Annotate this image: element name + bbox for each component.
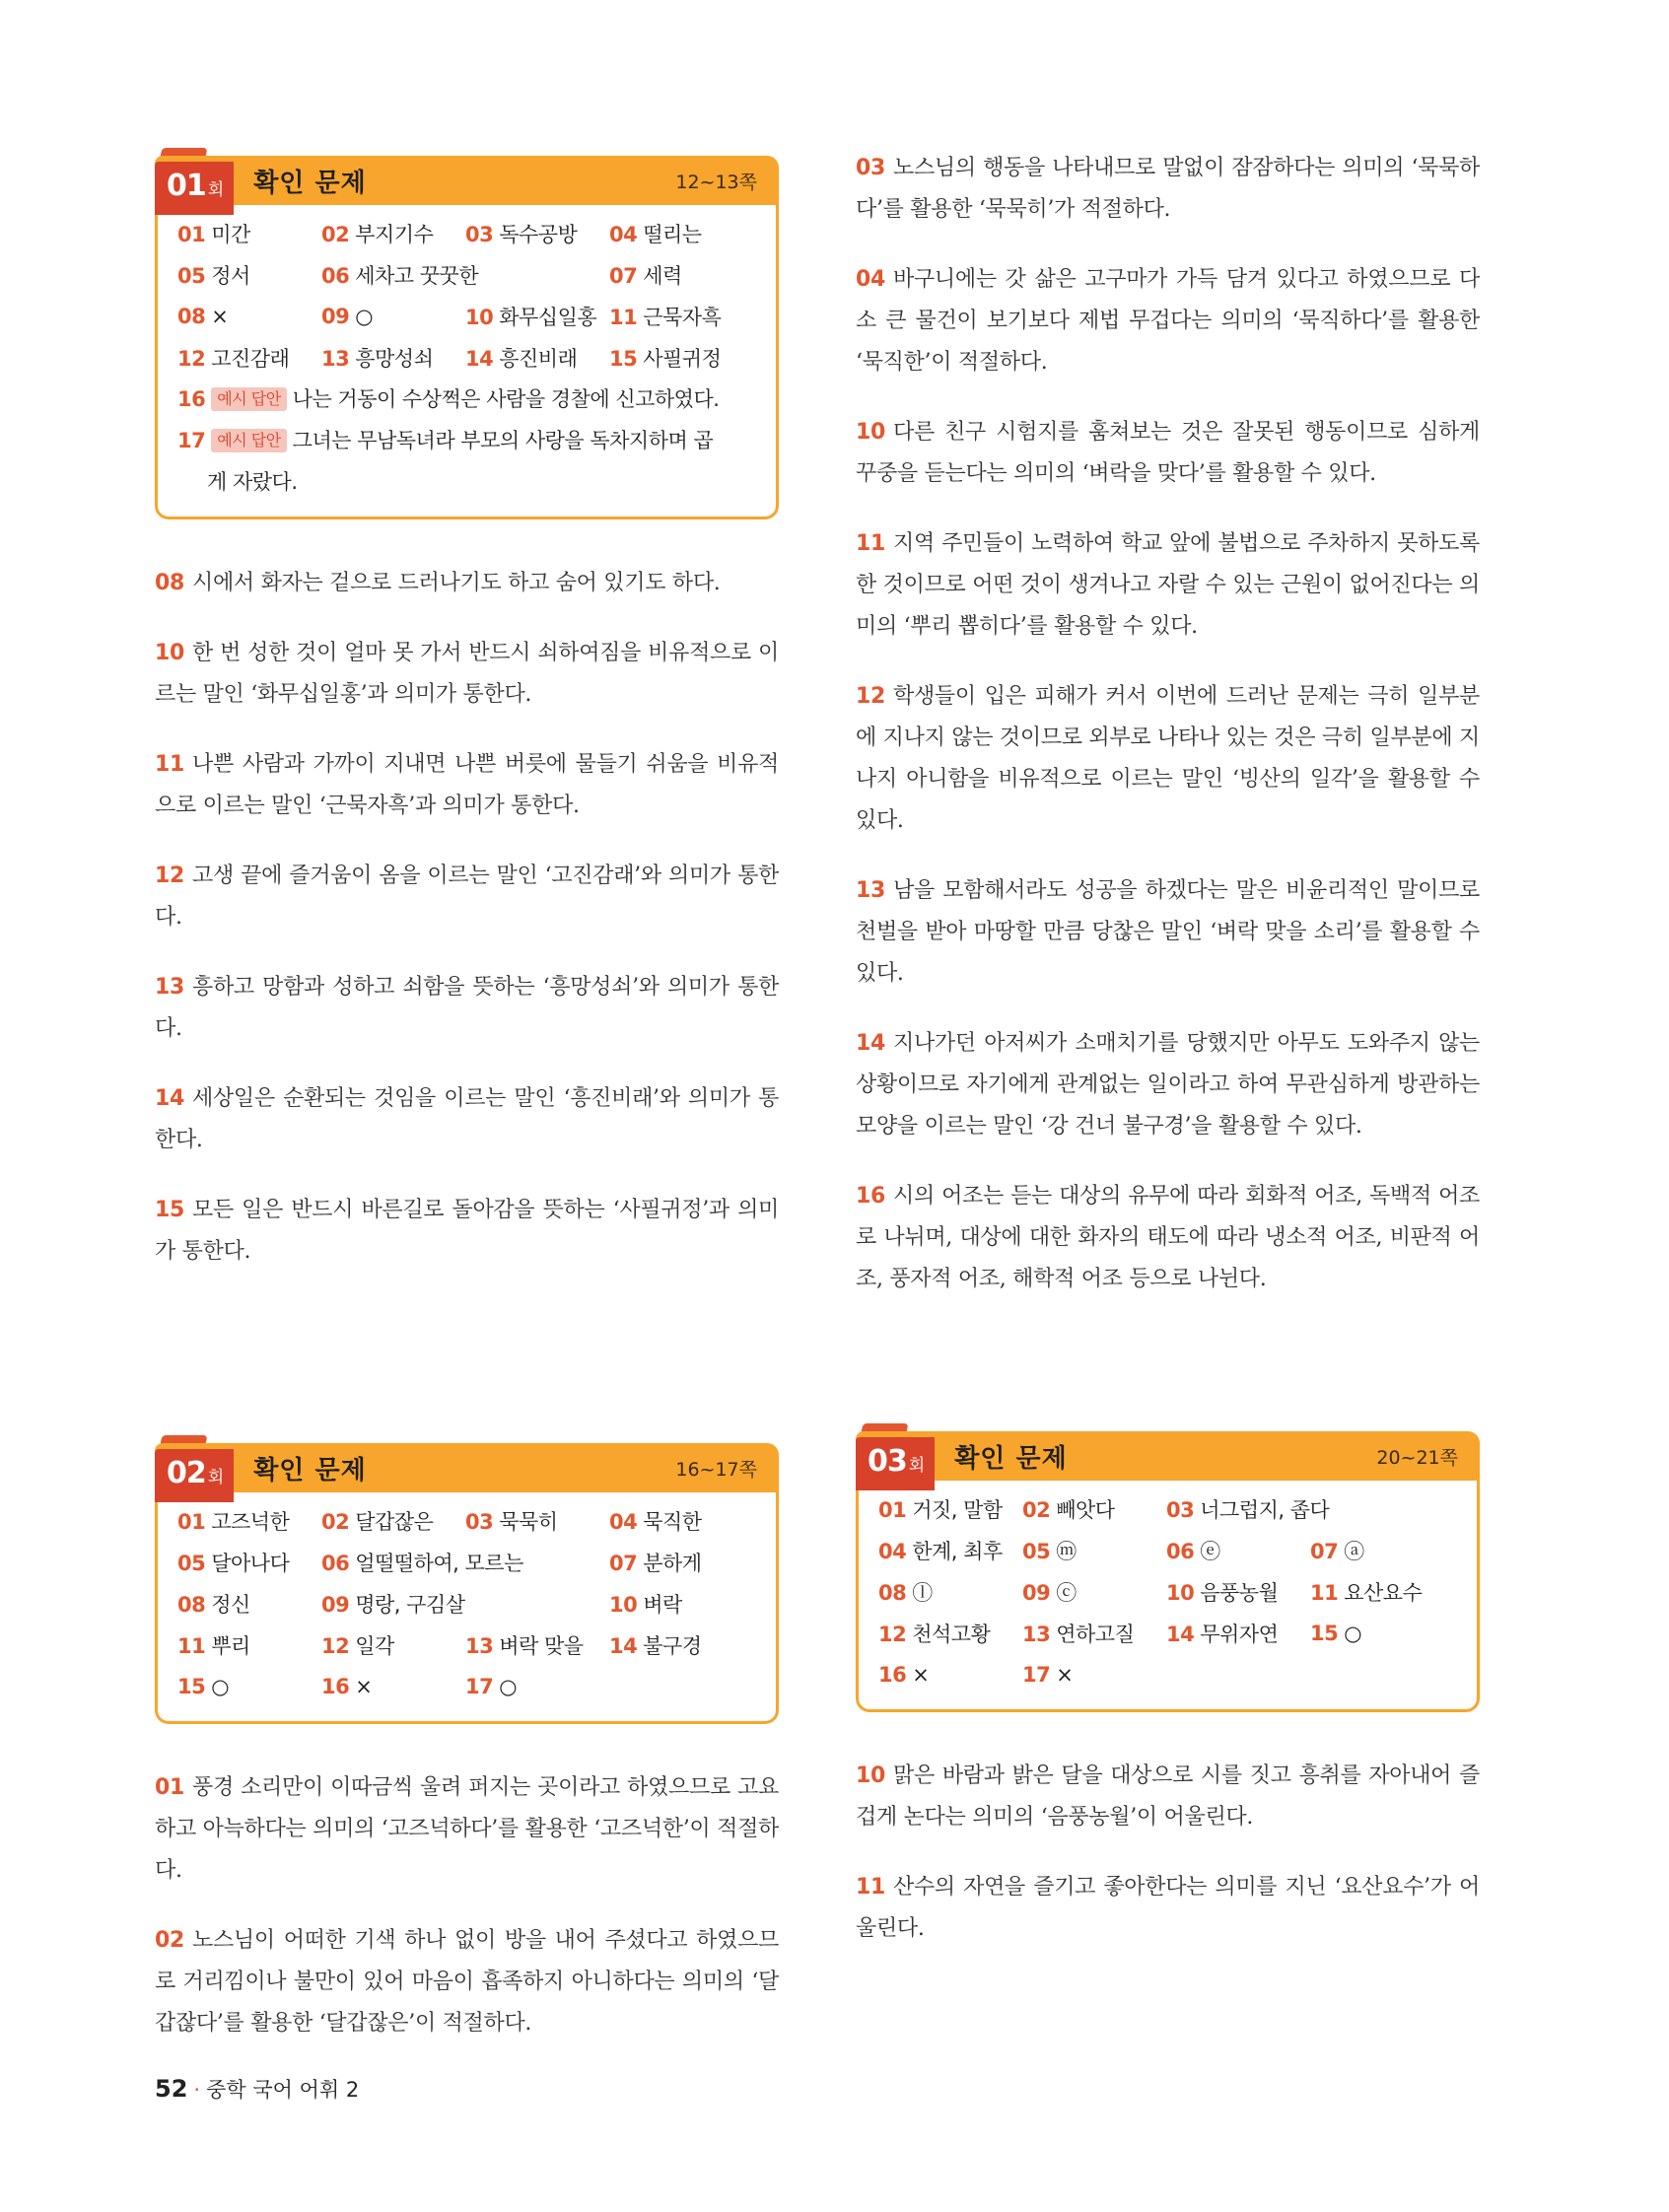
- explanation: 10 한 번 성한 것이 얼마 못 가서 반드시 쇠하여짐을 비유적으로 이르는 말인 ‘화무십일홍’과 의미가 통한다.: [155, 641, 779, 707]
- answer-row: [177, 254, 756, 296]
- answer-item: 13 벼락 맞을: [465, 1634, 584, 1658]
- page-footer: [155, 2074, 359, 2104]
- answer-item: 06 세차고 꿋꿋한: [321, 264, 479, 288]
- answer-item: 02 부지기수: [321, 223, 434, 246]
- explanation: 08 시에서 화자는 겉으로 드러나기도 하고 숨어 있기도 하다.: [155, 571, 721, 595]
- explanation: 15 모든 일은 반드시 바른길로 돌아감을 뜻하는 ‘사필귀정’과 의미가 통한다.: [155, 1198, 779, 1264]
- answer-item: 01 고즈넉한: [177, 1510, 290, 1534]
- session-badge: [155, 1449, 234, 1502]
- answer-item: 12 고진감래: [177, 347, 290, 371]
- answer-item: 14 흥진비래: [465, 347, 578, 371]
- answer-item: 17 ×: [1022, 1663, 1074, 1687]
- session-number: 02: [167, 1456, 206, 1490]
- answer-row: [177, 337, 756, 379]
- answer-list: [856, 1479, 1480, 1712]
- answer-row: [878, 1571, 1457, 1613]
- explanation: 10 다른 친구 시험지를 훔쳐보는 것은 잘못된 행동이므로 심하게 꾸중을 듣는다는 의미의 ‘벼락을 맞다’를 활용할 수 있다.: [856, 420, 1480, 486]
- answer-box-03: [856, 1423, 1480, 1712]
- answer-item: 01 미간: [177, 223, 250, 246]
- session-suffix: 회: [207, 180, 225, 200]
- answer-box-header: [155, 1443, 779, 1492]
- answer-item: 08 ×: [177, 305, 229, 328]
- answer-row: [177, 1583, 756, 1624]
- answer-item: 02 달갑잖은: [321, 1510, 434, 1534]
- explanation: 12 학생들이 입은 피해가 커서 이번에 드러난 문제는 극히 일부분에 지나지 않는 것이므로 외부로 나타나 있는 것은 극히 일부분에 지나지 아니함을 비유적으로 이르는 말인 ‘빙산의 일각’을 활용할 수 있다.: [856, 684, 1480, 833]
- session-badge: [856, 1437, 935, 1490]
- answer-item: 11 뿌리: [177, 1634, 250, 1658]
- answer-row: [878, 1488, 1457, 1530]
- answer-item: 13 흥망성쇠: [321, 347, 434, 371]
- answer-item-wide: 17 예시 답안 그녀는 무남독녀라 부모의 사랑을 독차지하며 곱 게 자랐다.: [177, 429, 714, 494]
- answer-item: 15 사필귀정: [609, 347, 722, 371]
- answer-row: [177, 213, 756, 254]
- page-range: 12~13쪽: [675, 171, 757, 193]
- explanation: 01 풍경 소리만이 이따금씩 울려 퍼지는 곳이라고 하였으므로 고요하고 아늑하다는 의미의 ‘고즈넉하다’를 활용한 ‘고즈넉한’이 적절하다.: [155, 1775, 779, 1883]
- answer-item: 15 ○: [177, 1675, 230, 1698]
- answer-item: 08 ⓛ: [878, 1581, 933, 1605]
- answer-item-wide: 16 예시 답안 나는 거동이 수상쩍은 사람을 경찰에 신고하였다.: [177, 387, 720, 411]
- answer-item: 03 묵묵히: [465, 1510, 558, 1534]
- answer-row: [177, 1624, 756, 1666]
- box-title: 확인 문제: [253, 168, 367, 198]
- answer-item: 12 일각: [321, 1634, 394, 1658]
- answer-item: 02 빼앗다: [1022, 1498, 1115, 1522]
- answer-list: [155, 1490, 779, 1724]
- answer-item: 05 ⓜ: [1022, 1540, 1077, 1563]
- left-column: [155, 148, 779, 2073]
- explanation: 14 세상일은 순환되는 것임을 이르는 말인 ‘흥진비래’와 의미가 통한다.: [155, 1086, 779, 1152]
- explanation: 11 지역 주민들이 노력하여 학교 앞에 불법으로 주차하지 못하도록 한 것이므로 어떤 것이 생겨나고 자랄 수 있는 근원이 없어진다는 의미의 ‘뿌리 뽑히다’를 활용할 수 있다.: [856, 531, 1480, 639]
- sample-answer-tag: 예시 답안: [211, 429, 286, 452]
- answer-item: 16 ×: [878, 1663, 930, 1687]
- explanation: 02 노스님이 어떠한 기색 하나 없이 방을 내어 주셨다고 하였으므로 거리낌이나 불만이 있어 마음이 흡족하지 아니하다는 의미의 ‘달갑잖다’를 활용한 ‘달갑잖은’이 적절하다.: [155, 1928, 779, 2036]
- answer-row: [177, 1542, 756, 1583]
- answer-box-01: [155, 148, 779, 519]
- box-title: 확인 문제: [954, 1443, 1068, 1474]
- answer-item: 10 음풍농월: [1166, 1581, 1279, 1605]
- answer-item: 08 정신: [177, 1593, 250, 1617]
- sample-answer-tag: 예시 답안: [211, 387, 286, 411]
- answer-item: 11 요산요수: [1310, 1581, 1423, 1605]
- explanation: 11 산수의 자연을 즐기고 좋아한다는 의미를 지닌 ‘요산요수’가 어울린다.: [856, 1875, 1480, 1941]
- answer-row: [177, 1500, 756, 1542]
- answer-item: 07 ⓐ: [1310, 1540, 1364, 1563]
- answer-item: 10 벼락: [609, 1593, 682, 1617]
- explanation: 10 맑은 바람과 밝은 달을 대상으로 시를 짓고 흥취를 자아내어 즐겁게 논다는 의미의 ‘음풍농월’이 어울린다.: [856, 1763, 1480, 1830]
- answer-item: 03 독수공방: [465, 223, 578, 246]
- explanation: 12 고생 끝에 즐거움이 옴을 이르는 말인 ‘고진감래’와 의미가 통한다.: [155, 864, 779, 930]
- answer-item: 06 얼떨떨하여, 모르는: [321, 1552, 523, 1575]
- answer-item: 12 천석고황: [878, 1623, 991, 1646]
- answer-item: 09 ⓒ: [1022, 1581, 1077, 1605]
- answer-item: 09 명랑, 구김살: [321, 1593, 465, 1617]
- answer-item: 03 너그럽지, 좁다: [1166, 1498, 1330, 1522]
- explanation: 13 흥하고 망함과 성하고 쇠함을 뜻하는 ‘흥망성쇠’와 의미가 통한다.: [155, 975, 779, 1041]
- answer-row: [878, 1613, 1457, 1654]
- answer-item: 14 불구경: [609, 1634, 702, 1658]
- explanation: 04 바구니에는 갓 삶은 고구마가 가득 담겨 있다고 하였으므로 다소 큰 물건이 보기보다 제법 무겁다는 의미의 ‘묵직하다’를 활용한 ‘묵직한’이 적절하다.: [856, 267, 1480, 375]
- session-number: 03: [868, 1444, 907, 1479]
- answer-item: 04 묵직한: [609, 1510, 702, 1534]
- answer-item: 06 ⓔ: [1166, 1540, 1220, 1563]
- answer-box-02: [155, 1435, 779, 1724]
- page-range: 20~21쪽: [1376, 1446, 1458, 1469]
- box-title: 확인 문제: [253, 1455, 367, 1486]
- answer-list: [155, 203, 779, 519]
- session-badge: [155, 162, 234, 215]
- answer-item: 05 정서: [177, 264, 250, 288]
- answer-item: 10 화무십일홍: [465, 306, 597, 329]
- explanation: 14 지나가던 아저씨가 소매치기를 당했지만 아무도 도와주지 않는 상황이므로 자기에게 관계없는 일이라고 하여 무관심하게 방관하는 모양을 이르는 말인 ‘강 건너 불구경’을 활용할 수 있다.: [856, 1031, 1480, 1139]
- explanation: 16 시의 어조는 듣는 대상의 유무에 따라 회화적 어조, 독백적 어조로 나뉘며, 대상에 대한 화자의 태도에 따라 냉소적 어조, 비판적 어조, 풍자적 어조, 해학적 어조 등으로 나뉜다.: [856, 1184, 1480, 1291]
- explanation: 13 남을 모함해서라도 성공을 하겠다는 말은 비윤리적인 말이므로 천벌을 받아 마땅할 만큼 당찮은 말인 ‘벼락 맞을 소리’를 활용할 수 있다.: [856, 878, 1480, 986]
- answer-item: 16 ×: [321, 1675, 373, 1698]
- footer-separator: ·: [193, 2078, 201, 2102]
- answer-item: 13 연하고질: [1022, 1623, 1135, 1646]
- explanation: 11 나쁜 사람과 가까이 지내면 나쁜 버릇에 물들기 쉬움을 비유적으로 이르는 말인 ‘근묵자흑’과 의미가 통한다.: [155, 752, 779, 818]
- answer-item: 04 떨리는: [609, 223, 702, 246]
- answer-item: 15 ○: [1310, 1622, 1362, 1645]
- answer-item: 05 달아나다: [177, 1552, 290, 1575]
- right-column: [856, 148, 1480, 1978]
- answer-row: [878, 1530, 1457, 1571]
- answer-row: [177, 296, 756, 337]
- explanation: 03 노스님의 행동을 나타내므로 말없이 잠잠하다는 의미의 ‘묵묵하다’를 활용한 ‘묵묵히’가 적절하다.: [856, 156, 1480, 222]
- answer-box-header: [155, 156, 779, 205]
- answer-item: 11 근묵자흑: [609, 306, 722, 329]
- session-number: 01: [167, 169, 206, 203]
- answer-item: 14 무위자연: [1166, 1623, 1279, 1646]
- answer-item: 17 ○: [465, 1675, 518, 1698]
- page-range: 16~17쪽: [675, 1458, 757, 1481]
- answer-row: [177, 1666, 756, 1707]
- answer-item: 07 세력: [609, 264, 682, 288]
- answer-item: 07 분하게: [609, 1552, 702, 1575]
- answer-row: [878, 1654, 1457, 1695]
- page-number: 52: [155, 2075, 188, 2103]
- book-title: 중학 국어 어휘 2: [206, 2078, 360, 2102]
- session-suffix: 회: [207, 1468, 225, 1487]
- answer-box-header: [856, 1431, 1480, 1481]
- answer-item: 01 거짓, 말함: [878, 1498, 1003, 1522]
- answer-item: 04 한계, 최후: [878, 1540, 1003, 1563]
- answer-item: 09 ○: [321, 305, 374, 328]
- session-suffix: 회: [908, 1456, 926, 1476]
